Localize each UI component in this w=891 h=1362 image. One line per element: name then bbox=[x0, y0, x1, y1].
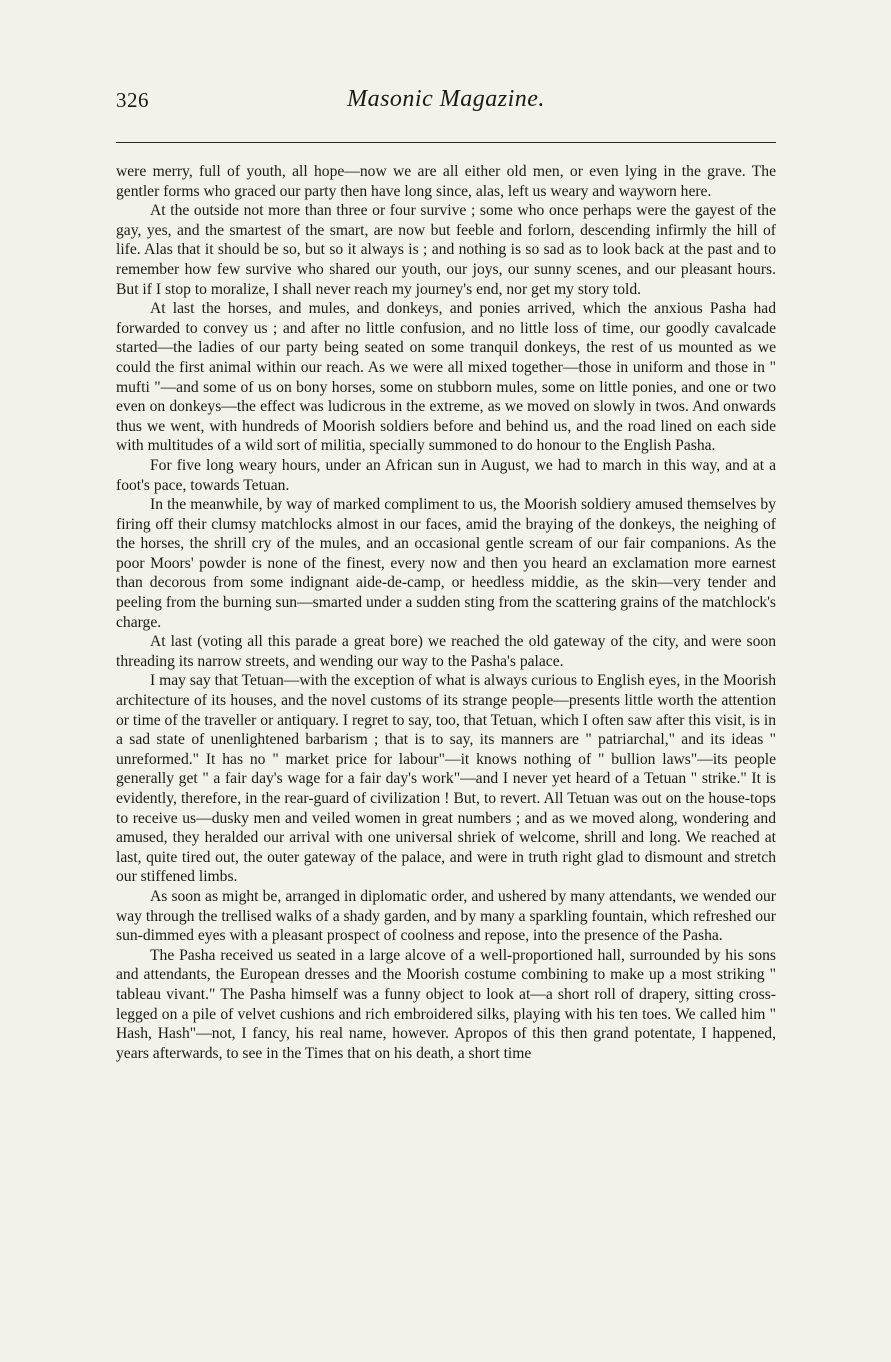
paragraph: I may say that Tetuan—with the exception of what is always curious to English eyes, in the Moorish architecture of its houses, and the novel customs of its strange people—presents little worth the attention or time of the traveller or antiquary. I regret to say, too, that Tetuan, which I often saw after this visit, is in a sad state of unenlightened barbarism ; that is to say, its manners are " patriarchal," and its ideas " unreformed." It has no " market price for labour"—it knows nothing of " bullion laws"—its people generally get " a fair day's wage for a fair day's work"—and I never yet heard of a Tetuan " strike." It is evidently, therefore, in the rear-guard of civilization ! But, to revert. All Tetuan was out on the house-tops to receive us—dusky men and veiled women in great numbers ; and as we moved along, wondering and amused, they heralded our arrival with one universal shriek of welcome, shrill and long. We reached at last, quite tired out, the outer gateway of the palace, and were in truth right glad to dismount and stretch our stiffened limbs. bbox=[116, 672, 776, 886]
paragraph: The Pasha received us seated in a large alcove of a well-proportioned hall, surrounded by his sons and attendants, the European dresses and the Moorish costume combining to make up a most striking " tableau vivant." The Pasha himself was a funny object to look at—a short roll of drapery, sitting cross-legged on a pile of velvet cushions and rich embroidered silks, playing with his ten toes. We called him " Hash, Hash"—not, I fancy, his real name, however. Apropos of this then grand potentate, I happened, years afterwards, to see in the Times that on his death, a short time bbox=[116, 946, 776, 1062]
paragraph: For five long weary hours, under an African sun in August, we had to march in this way, and at a foot's pace, towards Tetuan. bbox=[116, 456, 776, 494]
magazine-title: Masonic Magazine. bbox=[347, 86, 545, 112]
paragraph: As soon as might be, arranged in diplomatic order, and ushered by many attendants, we wended our way through the trellised walks of a shady garden, and by many a sparkling fountain, which refreshed our sun-dimmed eyes with a pleasant prospect of coolness and repose, into the presence of the Pasha. bbox=[116, 887, 776, 945]
paragraph: At last the horses, and mules, and donkeys, and ponies arrived, which the anxious Pasha had forwarded to convey us ; and after no little confusion, and no little loss of time, our goodly cavalcade started—the ladies of our party being seated on some tranquil donkeys, the rest of us mounted as we could the first animal within our reach. As we were all mixed together—those in uniform and those in " mufti "—and some of us on bony horses, some on stubborn mules, some on little ponies, and one or two even on donkeys—the effect was ludicrous in the extreme, as we moved on slowly in twos. And onwards thus we went, with hundreds of Moorish soldiers before and behind us, and the road lined on each side with multitudes of a wild sort of militia, specially summoned to do honour to the English Pasha. bbox=[116, 300, 776, 455]
paragraph: At last (voting all this parade a great bore) we reached the old gateway of the city, and were soon threading its narrow streets, and wending our way to the Pasha's palace. bbox=[116, 633, 776, 670]
article-body bbox=[116, 162, 776, 1063]
paragraph: At the outside not more than three or four survive ; some who once perhaps were the gayest of the gay, yes, and the smartest of the smart, are now but feeble and forlorn, descending infirmly the hill of life. Alas that it should be so, but so it always is ; and nothing is so sad as to look back at the past and to remember how few survive who shared our youth, our joys, our sunny scenes, and our pleasant hours. But if I stop to moralize, I shall never reach my journey's end, nor get my story told. bbox=[116, 202, 776, 298]
paragraph: In the meanwhile, by way of marked compliment to us, the Moorish soldiery amused themselves by firing off their clumsy matchlocks almost in our faces, amid the braying of the donkeys, the neighing of the horses, the shrill cry of the mules, and an occasional gentle scream of our fair companions. As the poor Moors' powder is none of the finest, every now and then you heard an exclamation more earnest than decorous from some indignant aide-de-camp, or heedless middie, as the skin—very tender and peeling from the burning sun—smarted under a sudden sting from the scattering grains of the matchlock's charge. bbox=[116, 496, 776, 631]
header-rule bbox=[116, 142, 776, 143]
page-number: 326 bbox=[116, 88, 149, 112]
running-head bbox=[116, 86, 776, 118]
paragraph: were merry, full of youth, all hope—now we are all either old men, or even lying in the grave. The gentler forms who graced our party then have long since, alas, left us weary and wayworn here. bbox=[116, 163, 776, 200]
